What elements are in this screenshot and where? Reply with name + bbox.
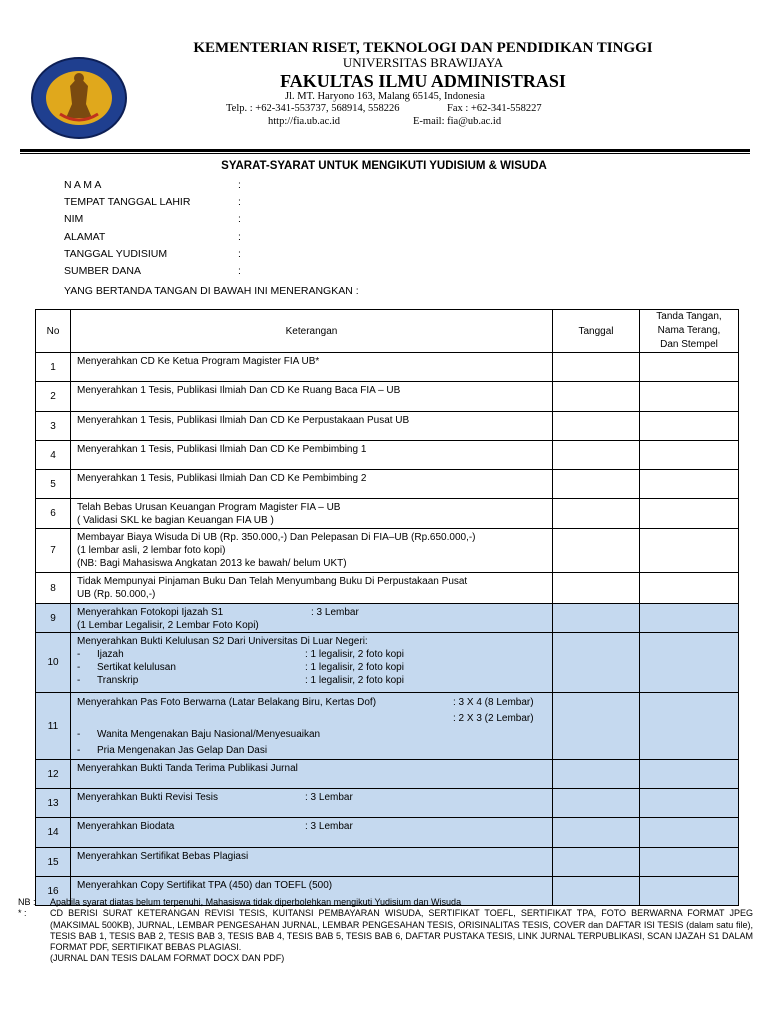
field-nama-label: N A M A <box>64 179 102 191</box>
row-signature-cell[interactable] <box>640 382 739 412</box>
row-number: 1 <box>36 353 71 382</box>
row-text: Menyerahkan 1 Tesis, Publikasi Ilmiah Dan CD Ke Ruang Baca FIA – UB <box>77 385 401 396</box>
row-number: 12 <box>36 760 71 789</box>
row-signature-cell[interactable] <box>640 441 739 470</box>
table-row <box>36 760 739 789</box>
table-row <box>36 848 739 877</box>
phone-line: Telp. : +62-341-553737, 568914, 558226 <box>226 103 400 114</box>
row-quantity: : 3 Lembar <box>311 607 359 618</box>
row-signature-cell[interactable] <box>640 470 739 499</box>
row-number: 11 <box>36 693 71 760</box>
row-quantity: : 3 X 4 (8 Lembar) <box>453 697 534 708</box>
row-tanggal-cell[interactable] <box>553 529 640 573</box>
star-text: CD BERISI SURAT KETERANGAN REVISI TESIS, KUITANSI PEMBAYARAN WISUDA, SERTIFIKAT TOEFL, SERTIFIKAT TPA, FOTO BERWARNA FORMAT JPEG (MAKSIMAL 500KB), JURNAL, LEMBAR PENGESAHAN JURNAL, LEMBAR PENGESAHAN TESIS, ORISINALITAS TESIS, COVER dan DAFTAR ISI TESIS (dalam satu file), TESIS BAB 1, TESIS BAB 2, TESIS BAB 3, TESIS BAB 4, TESIS BAB 5, TESIS BAB 6, DAFTAR PUSTAKA TESIS, LINK JURNAL TERPUBLIKASI, SCAN IJAZAH S1 DALAM FORMAT PDF, SERTIFIKAT BEBAS PLAGIASI. <box>50 908 753 953</box>
bullet-dash: - <box>77 729 81 740</box>
table-row <box>36 693 739 760</box>
row-text: Telah Bebas Urusan Keuangan Program Magister FIA – UB <box>77 502 341 513</box>
row-description <box>71 529 553 573</box>
notes-section <box>18 897 753 965</box>
table-row <box>36 412 739 441</box>
faculty-name: FAKULTAS ILMU ADMINISTRASI <box>280 71 566 91</box>
row-number: 15 <box>36 848 71 877</box>
email-link[interactable]: E-mail: fia@ub.ac.id <box>413 116 502 127</box>
row-tanggal-cell[interactable] <box>553 848 640 877</box>
sub-item-qty: : 1 legalisir, 2 foto kopi <box>305 649 404 660</box>
row-signature-cell[interactable] <box>640 573 739 604</box>
field-alamat-value[interactable]: : <box>238 231 241 243</box>
format-note: (JURNAL DAN TESIS DALAM FORMAT DOCX DAN PDF) <box>50 953 285 964</box>
header-ttd-line2: Nama Terang, <box>657 325 721 336</box>
sub-item-label: Sertikat kelulusan <box>97 662 176 673</box>
row-signature-cell[interactable] <box>640 693 739 760</box>
row-text: ( Validasi SKL ke bagian Keuangan FIA UB ) <box>77 515 274 526</box>
row-signature-cell[interactable] <box>640 789 739 818</box>
row-signature-cell[interactable] <box>640 848 739 877</box>
row-text: Menyerahkan Sertifikat Bebas Plagiasi <box>77 851 249 862</box>
row-description <box>71 818 553 848</box>
row-text: Menyerahkan 1 Tesis, Publikasi Ilmiah Dan CD Ke Pembimbing 1 <box>77 444 367 455</box>
row-description <box>71 499 553 529</box>
row-tanggal-cell[interactable] <box>553 633 640 693</box>
row-number: 6 <box>36 499 71 529</box>
row-text: Menyerahkan Bukti Revisi Tesis <box>77 792 218 803</box>
row-description <box>71 441 553 470</box>
sub-item-qty: : 1 legalisir, 2 foto kopi <box>305 662 404 673</box>
declaration-text: YANG BERTANDA TANGAN DI BAWAH INI MENERANGKAN : <box>64 285 359 297</box>
row-quantity: : 2 X 3 (2 Lembar) <box>453 713 534 724</box>
row-number: 4 <box>36 441 71 470</box>
row-signature-cell[interactable] <box>640 818 739 848</box>
row-description <box>71 693 553 760</box>
sub-item-label: Pria Mengenakan Jas Gelap Dan Dasi <box>97 745 268 756</box>
row-signature-cell[interactable] <box>640 499 739 529</box>
header-keterangan: Keterangan <box>71 310 553 353</box>
row-signature-cell[interactable] <box>640 353 739 382</box>
row-signature-cell[interactable] <box>640 633 739 693</box>
star-key: * : <box>18 908 27 919</box>
fax-line: Fax : +62-341-558227 <box>447 103 542 114</box>
row-text: Membayar Biaya Wisuda Di UB (Rp. 350.000,-) Dan Pelepasan Di FIA–UB (Rp.650.000,-) <box>77 532 476 543</box>
field-yudisium-value[interactable]: : <box>238 248 241 260</box>
table-row <box>36 353 739 382</box>
row-description <box>71 760 553 789</box>
row-text: (1 Lembar Legalisir, 2 Lembar Foto Kopi) <box>77 620 259 631</box>
row-text: Menyerahkan CD Ke Ketua Program Magister FIA UB* <box>77 356 320 367</box>
row-description <box>71 604 553 633</box>
row-tanggal-cell[interactable] <box>553 760 640 789</box>
table-row <box>36 604 739 633</box>
row-text: Menyerahkan 1 Tesis, Publikasi Ilmiah Dan CD Ke Perpustakaan Pusat UB <box>77 415 410 426</box>
row-number: 16 <box>36 877 71 906</box>
row-number: 5 <box>36 470 71 499</box>
bullet-dash: - <box>77 649 81 660</box>
row-tanggal-cell[interactable] <box>553 441 640 470</box>
header-rule <box>20 149 750 152</box>
field-nim-value[interactable]: : <box>238 213 241 225</box>
row-number: 3 <box>36 412 71 441</box>
row-number: 14 <box>36 818 71 848</box>
row-number: 7 <box>36 529 71 573</box>
table-row <box>36 789 739 818</box>
row-text: Menyerahkan Bukti Tanda Terima Publikasi Jurnal <box>77 763 298 774</box>
row-description <box>71 382 553 412</box>
row-tanggal-cell[interactable] <box>553 499 640 529</box>
table-row <box>36 470 739 499</box>
row-description <box>71 633 553 693</box>
table-row <box>36 818 739 848</box>
nb-text: Apabila syarat diatas belum terpenuhi, Mahasiswa tidak diperbolehkan mengikuti Yudisium dan Wisuda <box>50 897 462 907</box>
field-nim-label: NIM <box>64 213 84 225</box>
form-title: SYARAT-SYARAT UNTUK MENGIKUTI YUDISIUM & WISUDA <box>221 160 547 172</box>
bullet-dash: - <box>77 675 81 686</box>
field-yudisium-label: TANGGAL YUDISIUM <box>64 248 168 260</box>
field-dana-value[interactable]: : <box>238 265 241 277</box>
website-link[interactable]: http://fia.ub.ac.id <box>268 116 341 127</box>
nb-key: NB : <box>18 897 36 907</box>
row-tanggal-cell[interactable] <box>553 573 640 604</box>
row-text: Menyerahkan Pas Foto Berwarna (Latar Belakang Biru, Kertas Dof) <box>77 697 377 708</box>
address-line: Jl. MT. Haryono 163, Malang 65145, Indonesia <box>285 91 485 102</box>
table-header-row <box>36 310 739 353</box>
requirements-table <box>35 309 739 906</box>
row-number: 8 <box>36 573 71 604</box>
row-quantity: : 3 Lembar <box>305 792 353 803</box>
header-ttd-line3: Dan Stempel <box>660 339 718 350</box>
bullet-dash: - <box>77 662 81 673</box>
row-tanggal-cell[interactable] <box>553 789 640 818</box>
sub-item-qty: : 1 legalisir, 2 foto kopi <box>305 675 404 686</box>
row-tanggal-cell[interactable] <box>553 693 640 760</box>
sub-item-label: Transkrip <box>97 675 139 686</box>
row-signature-cell[interactable] <box>640 412 739 441</box>
row-tanggal-cell[interactable] <box>553 353 640 382</box>
row-tanggal-cell[interactable] <box>553 382 640 412</box>
table-row <box>36 633 739 693</box>
row-description <box>71 470 553 499</box>
header-ttd-line1: Tanda Tangan, <box>656 311 722 322</box>
table-row <box>36 573 739 604</box>
table-row <box>36 382 739 412</box>
sub-item-label: Wanita Mengenakan Baju Nasional/Menyesuaikan <box>97 729 321 740</box>
row-number: 13 <box>36 789 71 818</box>
field-dana-label: SUMBER DANA <box>64 265 142 277</box>
row-tanggal-cell[interactable] <box>553 604 640 633</box>
row-description <box>71 789 553 818</box>
header-ttd <box>640 310 739 353</box>
row-quantity: : 3 Lembar <box>305 821 353 832</box>
row-text: (NB: Bagi Mahasiswa Angkatan 2013 ke bawah/ belum UKT) <box>77 558 347 569</box>
row-number: 10 <box>36 633 71 693</box>
field-ttl-label: TEMPAT TANGGAL LAHIR <box>64 196 191 208</box>
row-number: 2 <box>36 382 71 412</box>
row-text: Tidak Mempunyai Pinjaman Buku Dan Telah Menyumbang Buku Di Perpustakaan Pusat <box>77 576 468 587</box>
row-description <box>71 412 553 441</box>
row-text: Menyerahkan Biodata <box>77 821 175 832</box>
field-alamat-label: ALAMAT <box>64 231 106 243</box>
university-logo <box>30 56 128 140</box>
table-row <box>36 499 739 529</box>
header-tanggal: Tanggal <box>553 310 640 353</box>
row-signature-cell[interactable] <box>640 760 739 789</box>
row-signature-cell[interactable] <box>640 604 739 633</box>
table-row <box>36 529 739 573</box>
row-text: (1 lembar asli, 2 lembar foto kopi) <box>77 545 226 556</box>
bullet-dash: - <box>77 745 81 756</box>
row-description <box>71 353 553 382</box>
row-description <box>71 848 553 877</box>
header-rule-thin <box>20 153 750 154</box>
sub-item-label: Ijazah <box>97 649 124 660</box>
university-name: UNIVERSITAS BRAWIJAYA <box>342 55 504 70</box>
header-no: No <box>36 310 71 353</box>
table-row <box>36 441 739 470</box>
row-text: Menyerahkan Bukti Kelulusan S2 Dari Universitas Di Luar Negeri: <box>77 636 368 647</box>
row-text: UB (Rp. 50.000,-) <box>77 589 156 600</box>
field-ttl-value[interactable]: : <box>238 196 241 208</box>
row-tanggal-cell[interactable] <box>553 818 640 848</box>
field-nama-value[interactable]: : <box>238 179 241 191</box>
row-description <box>71 573 553 604</box>
row-tanggal-cell[interactable] <box>553 470 640 499</box>
row-signature-cell[interactable] <box>640 529 739 573</box>
row-tanggal-cell[interactable] <box>553 412 640 441</box>
ministry-name: KEMENTERIAN RISET, TEKNOLOGI DAN PENDIDIKAN TINGGI <box>193 40 653 56</box>
row-text: Menyerahkan Fotokopi Ijazah S1 <box>77 607 224 618</box>
row-text: Menyerahkan 1 Tesis, Publikasi Ilmiah Dan CD Ke Pembimbing 2 <box>77 473 367 484</box>
row-number: 9 <box>36 604 71 633</box>
row-text: Menyerahkan Copy Sertifikat TPA (450) dan TOEFL (500) <box>77 880 333 891</box>
